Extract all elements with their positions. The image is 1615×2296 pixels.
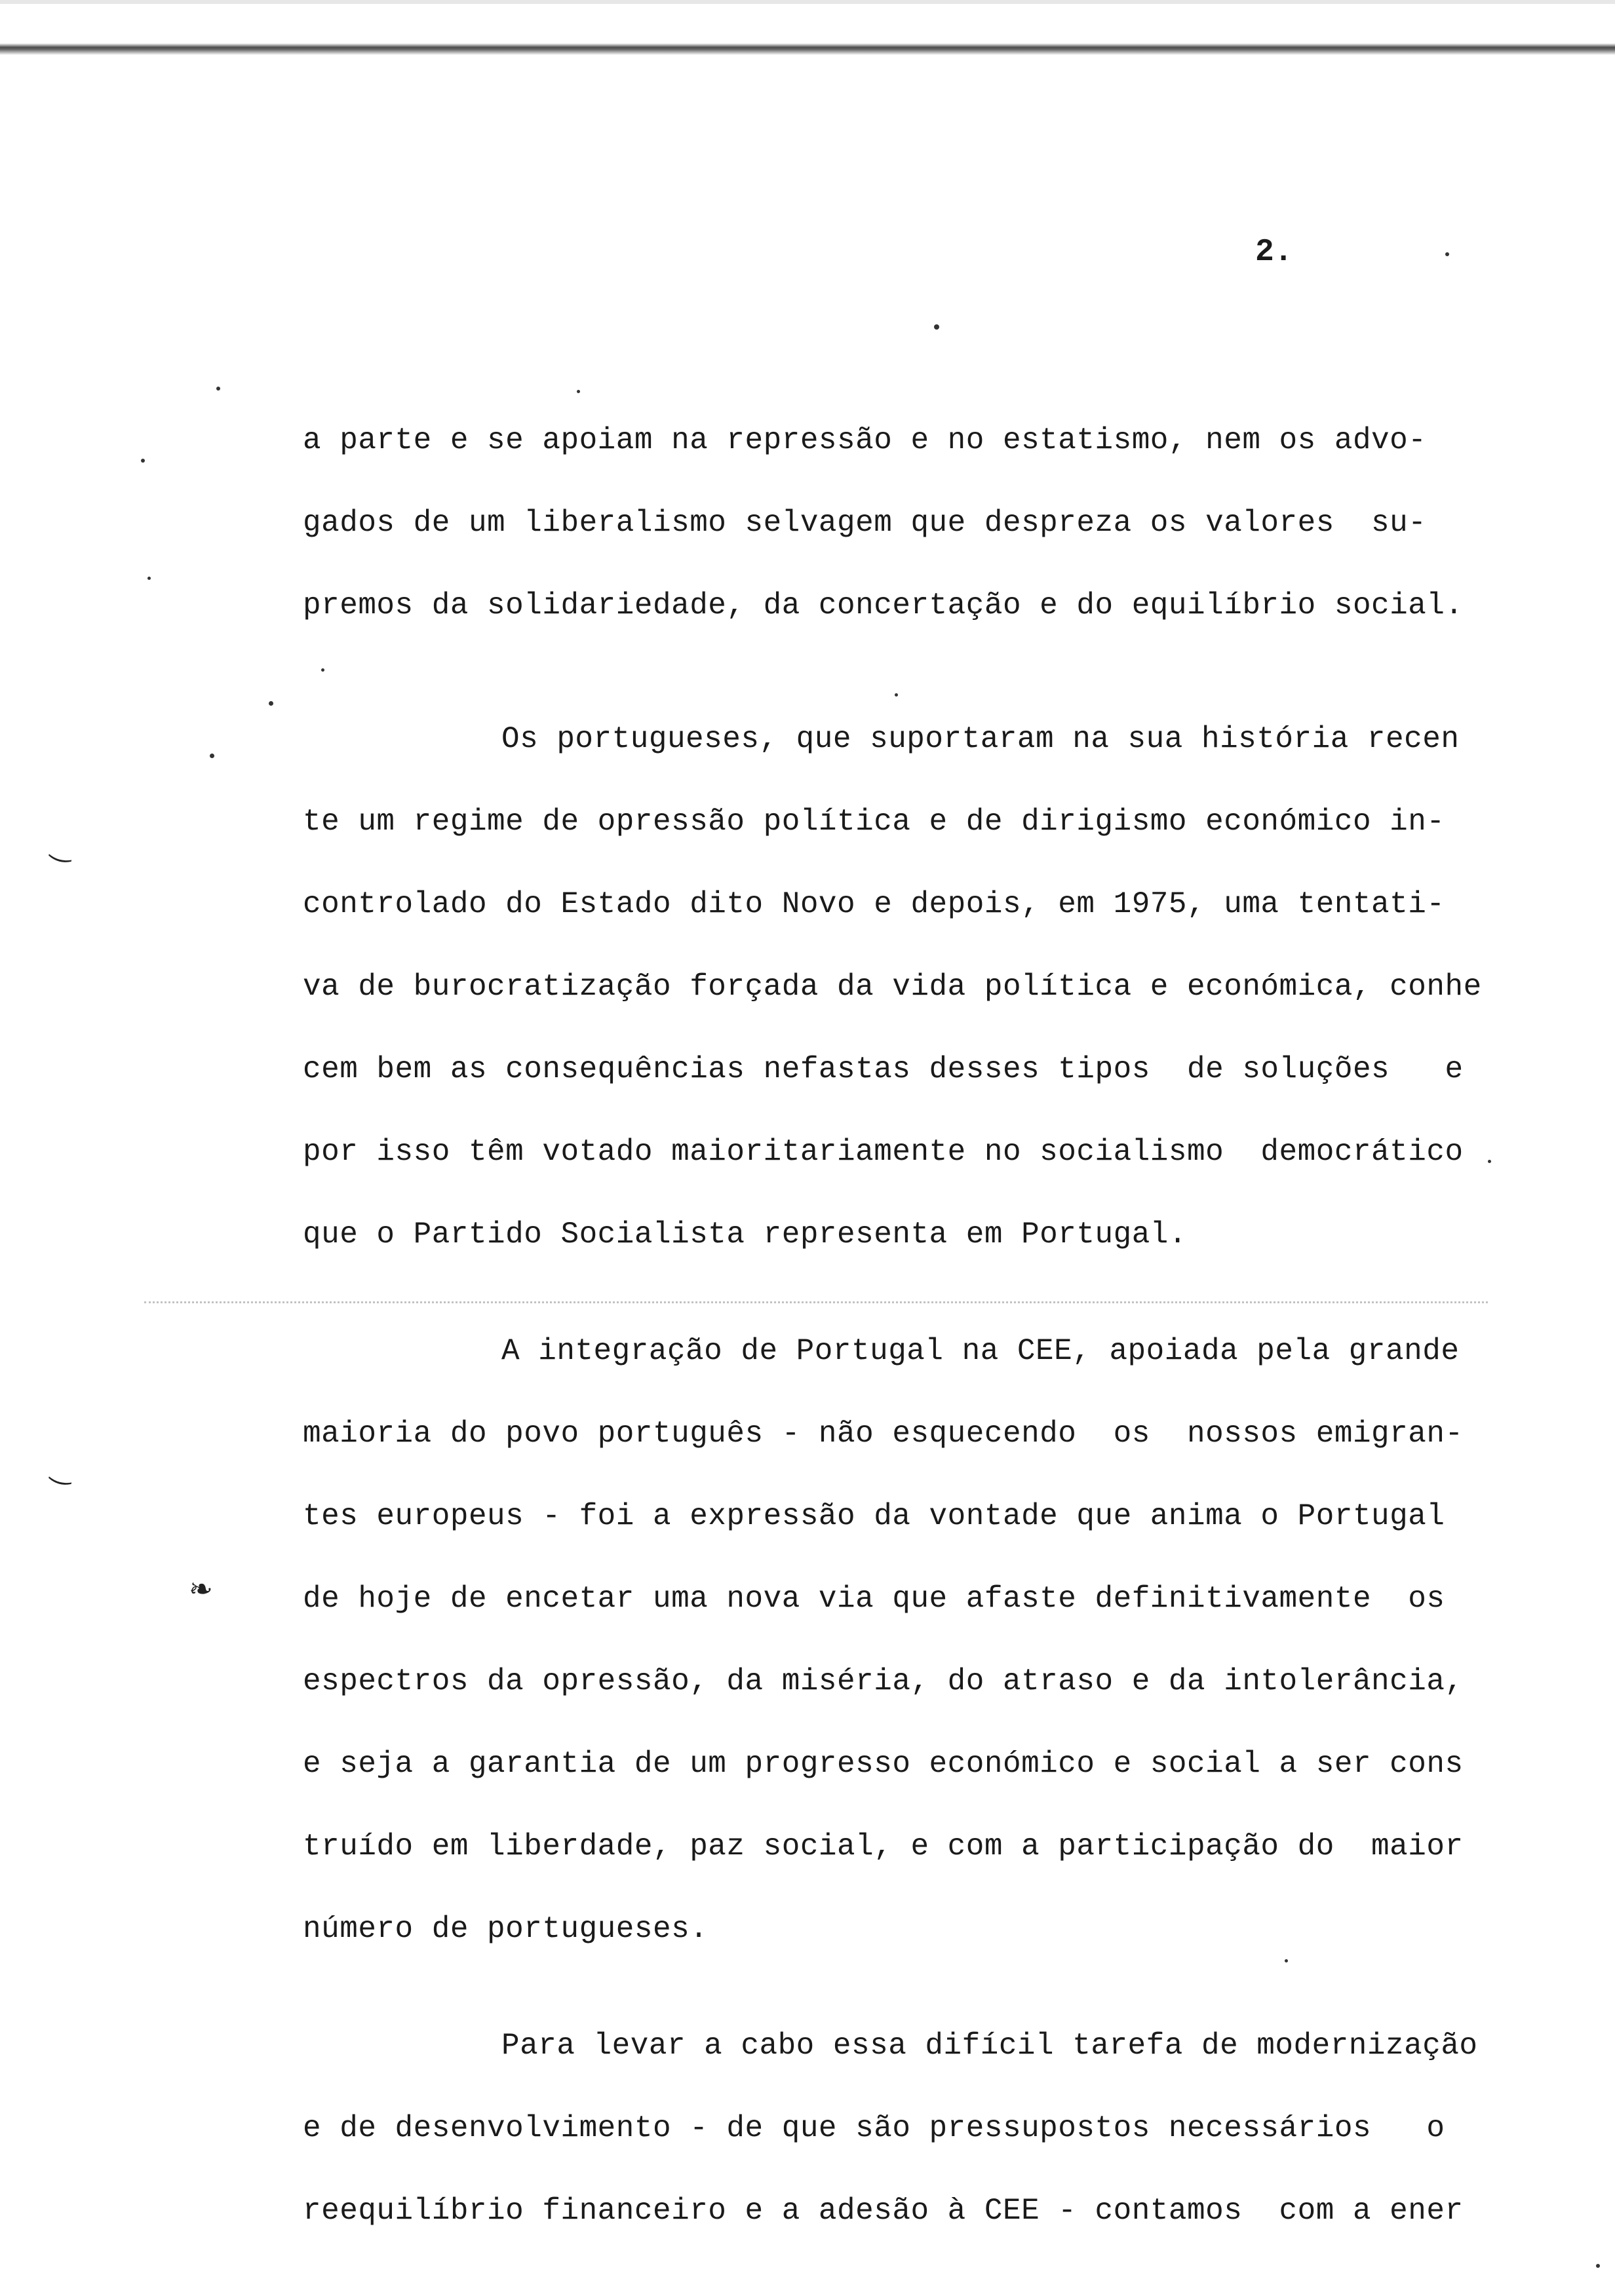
paragraph-3-line-5: espectros da opressão, da miséria, do atraso e da intolerância, (303, 1664, 1464, 1698)
margin-mark-icon: ❧ (189, 1573, 213, 1606)
scan-speck (141, 459, 145, 463)
page-number: 2. (1255, 235, 1293, 270)
paragraph-4-line-1: Para levar a cabo essa difícil tarefa de modernização (501, 2029, 1478, 2063)
scan-artifact-line (144, 1301, 1488, 1303)
paragraph-1-line-3: premos da solidariedade, da concertação e do equilíbrio social. (303, 588, 1464, 622)
paragraph-2-line-2: te um regime de opressão política e de dirigismo económico in- (303, 805, 1445, 839)
margin-curve-icon: ‿ (49, 830, 77, 865)
scan-speck (147, 577, 151, 580)
paragraph-1-line-2: gados de um liberalismo selvagem que despreza os valores su- (303, 506, 1427, 540)
paragraph-2-line-3: controlado do Estado dito Novo e depois, em 1975, uma tentati- (303, 887, 1445, 921)
scan-speck (934, 324, 939, 330)
paragraph-3-line-2: maioria do povo português - não esquecendo os nossos emigran- (303, 1417, 1464, 1451)
paragraph-2-line-1: Os portugueses, que suportaram na sua história recen (501, 722, 1460, 756)
paragraph-2-line-5: cem bem as consequências nefastas desses tipos de soluções e (303, 1052, 1464, 1086)
paragraph-4-line-2: e de desenvolvimento - de que são pressupostos necessários o (303, 2111, 1445, 2145)
scan-speck (269, 701, 273, 706)
paragraph-3-line-4: de hoje de encetar uma nova via que afaste definitivamente os (303, 1582, 1445, 1616)
paragraph-4-line-3: reequilíbrio financeiro e a adesão à CEE - contamos com a ener (303, 2194, 1464, 2228)
paragraph-3-line-1: A integração de Portugal na CEE, apoiada pela grande (501, 1334, 1460, 1368)
paragraph-2-line-6: por isso têm votado maioritariamente no socialismo democrático (303, 1135, 1464, 1169)
paragraph-2-line-7: que o Partido Socialista representa em Portugal. (303, 1217, 1188, 1252)
paragraph-3-line-8: número de portugueses. (303, 1912, 709, 1946)
paragraph-3-line-6: e seja a garantia de um progresso económico e social a ser cons (303, 1747, 1464, 1781)
scan-top-edge (0, 0, 1615, 4)
paragraph-3-line-3: tes europeus - foi a expressão da vontade que anima o Portugal (303, 1499, 1445, 1533)
scan-speck (1285, 1959, 1288, 1962)
scan-fold-line (0, 43, 1615, 55)
scan-speck (321, 668, 324, 672)
scan-speck (895, 693, 898, 697)
scan-speck (216, 387, 220, 391)
scan-speck (1596, 2264, 1600, 2268)
paragraph-1-line-1: a parte e se apoiam na repressão e no estatismo, nem os advo- (303, 423, 1427, 457)
paragraph-2-line-4: va de burocratização forçada da vida política e económica, conhe (303, 970, 1482, 1004)
scan-speck (577, 390, 580, 393)
scan-speck (210, 754, 214, 758)
paragraph-3-line-7: truído em liberdade, paz social, e com a participação do maior (303, 1829, 1464, 1864)
scan-speck (1488, 1160, 1491, 1163)
margin-curve-icon: ‿ (49, 1452, 77, 1487)
scan-speck (1445, 252, 1449, 256)
